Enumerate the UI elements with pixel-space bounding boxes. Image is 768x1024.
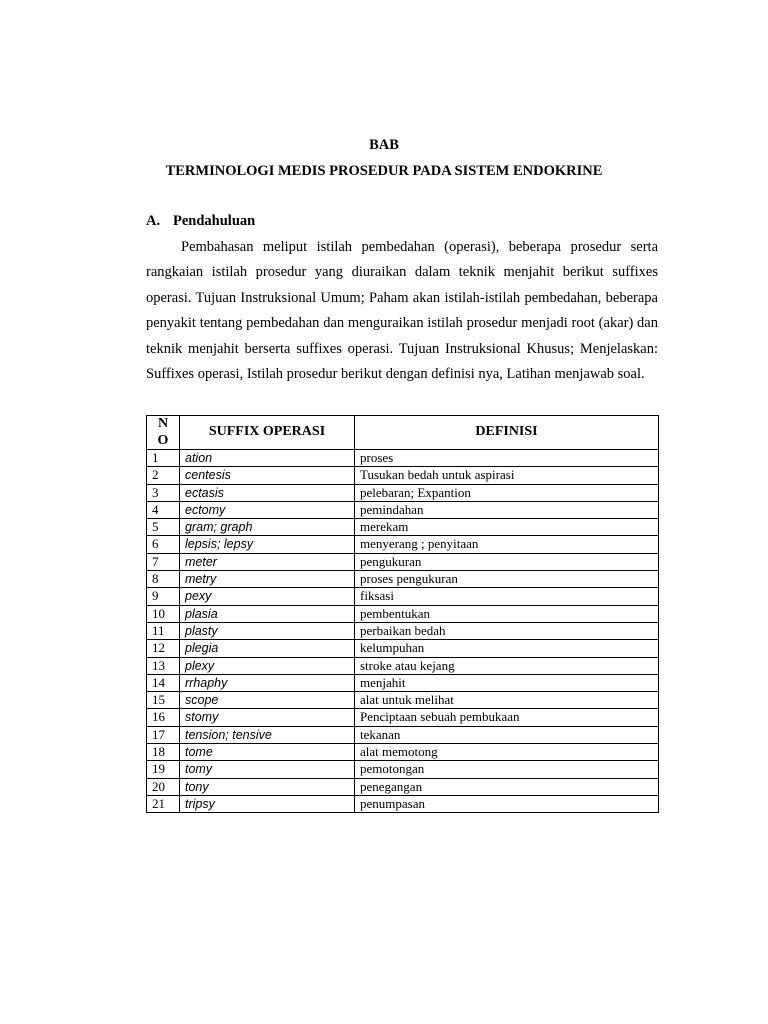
table-row (147, 501, 659, 518)
row-suffix: plegia (180, 640, 355, 657)
row-definition: pembentukan (355, 605, 659, 622)
row-suffix: rrhaphy (180, 674, 355, 691)
row-suffix: scope (180, 692, 355, 709)
row-number: 20 (147, 778, 180, 795)
table-body (147, 450, 659, 813)
table-row (147, 588, 659, 605)
header-no-line2: O (157, 432, 169, 448)
row-suffix: tripsy (180, 795, 355, 812)
row-number: 11 (147, 622, 180, 639)
table-row (147, 467, 659, 484)
row-number: 13 (147, 657, 180, 674)
row-number: 8 (147, 571, 180, 588)
row-suffix: plasty (180, 622, 355, 639)
section-heading-text: Pendahuluan (173, 213, 256, 229)
row-suffix: centesis (180, 467, 355, 484)
row-definition: proses pengukuran (355, 571, 659, 588)
row-definition: alat memotong (355, 744, 659, 761)
row-number: 5 (147, 519, 180, 536)
row-definition: menyerang ; penyitaan (355, 536, 659, 553)
row-definition: pemotongan (355, 761, 659, 778)
table-row (147, 519, 659, 536)
table-row (147, 605, 659, 622)
table-row (147, 744, 659, 761)
table-row (147, 692, 659, 709)
row-definition: penumpasan (355, 795, 659, 812)
row-suffix: ation (180, 450, 355, 467)
table-row (147, 795, 659, 812)
table-row (147, 536, 659, 553)
row-number: 3 (147, 484, 180, 501)
table-row (147, 622, 659, 639)
row-suffix: plexy (180, 657, 355, 674)
header-no (147, 416, 180, 450)
row-number: 14 (147, 674, 180, 691)
row-number: 21 (147, 795, 180, 812)
row-definition: penegangan (355, 778, 659, 795)
row-definition: pengukuran (355, 553, 659, 570)
row-suffix: plasia (180, 605, 355, 622)
header-definition: DEFINISI (355, 416, 659, 450)
table-row (147, 726, 659, 743)
table-row (147, 657, 659, 674)
row-suffix: pexy (180, 588, 355, 605)
section-heading (146, 213, 255, 230)
row-number: 4 (147, 501, 180, 518)
row-suffix: stomy (180, 709, 355, 726)
row-suffix: metry (180, 571, 355, 588)
row-definition: stroke atau kejang (355, 657, 659, 674)
row-number: 1 (147, 450, 180, 467)
row-definition: proses (355, 450, 659, 467)
header-no-line1: N (157, 416, 169, 432)
row-definition: pemindahan (355, 501, 659, 518)
row-suffix: tome (180, 744, 355, 761)
row-number: 7 (147, 553, 180, 570)
table-row (147, 778, 659, 795)
header-suffix: SUFFIX OPERASI (180, 416, 355, 450)
row-suffix: gram; graph (180, 519, 355, 536)
row-number: 10 (147, 605, 180, 622)
row-definition: fiksasi (355, 588, 659, 605)
table-row (147, 450, 659, 467)
table-row (147, 640, 659, 657)
row-number: 2 (147, 467, 180, 484)
row-suffix: ectasis (180, 484, 355, 501)
row-number: 15 (147, 692, 180, 709)
row-number: 18 (147, 744, 180, 761)
row-definition: alat untuk melihat (355, 692, 659, 709)
row-suffix: meter (180, 553, 355, 570)
table-row (147, 571, 659, 588)
row-number: 12 (147, 640, 180, 657)
row-number: 6 (147, 536, 180, 553)
row-suffix: tension; tensive (180, 726, 355, 743)
row-definition: perbaikan bedah (355, 622, 659, 639)
row-definition: Penciptaan sebuah pembukaan (355, 709, 659, 726)
section-marker: A. (146, 213, 161, 229)
intro-paragraph: Pembahasan meliput istilah pembedahan (operasi), beberapa prosedur serta rangkaian istilah prosedur yang diuraikan dalam teknik menjahit berikut suffixes operasi. Tujuan Instruksional Umum; Paham akan istilah-istilah pembedahan, beberapa penyakit tentang pembedahan dan menguraikan istilah prosedur menjadi root (akar) dan teknik menjahit berserta suffixes operasi. Tujuan Instruksional Khusus; Menjelaskan: Suffixes operasi, Istilah prosedur berikut dengan definisi nya, Latihan menjawab soal. (146, 239, 658, 383)
row-number: 16 (147, 709, 180, 726)
table-row (147, 761, 659, 778)
row-suffix: lepsis; lepsy (180, 536, 355, 553)
chapter-label: BAB (369, 137, 399, 153)
table-row (147, 553, 659, 570)
row-suffix: ectomy (180, 501, 355, 518)
row-suffix: tony (180, 778, 355, 795)
chapter-title: TERMINOLOGI MEDIS PROSEDUR PADA SISTEM ENDOKRINE (165, 163, 603, 179)
row-definition: merekam (355, 519, 659, 536)
table-row (147, 709, 659, 726)
row-suffix: tomy (180, 761, 355, 778)
suffix-table (146, 415, 659, 813)
table-header-row (147, 416, 659, 450)
row-definition: menjahit (355, 674, 659, 691)
row-definition: Tusukan bedah untuk aspirasi (355, 467, 659, 484)
row-definition: pelebaran; Expantion (355, 484, 659, 501)
row-definition: tekanan (355, 726, 659, 743)
row-number: 19 (147, 761, 180, 778)
row-definition: kelumpuhan (355, 640, 659, 657)
row-number: 17 (147, 726, 180, 743)
row-number: 9 (147, 588, 180, 605)
table-row (147, 674, 659, 691)
table-row (147, 484, 659, 501)
